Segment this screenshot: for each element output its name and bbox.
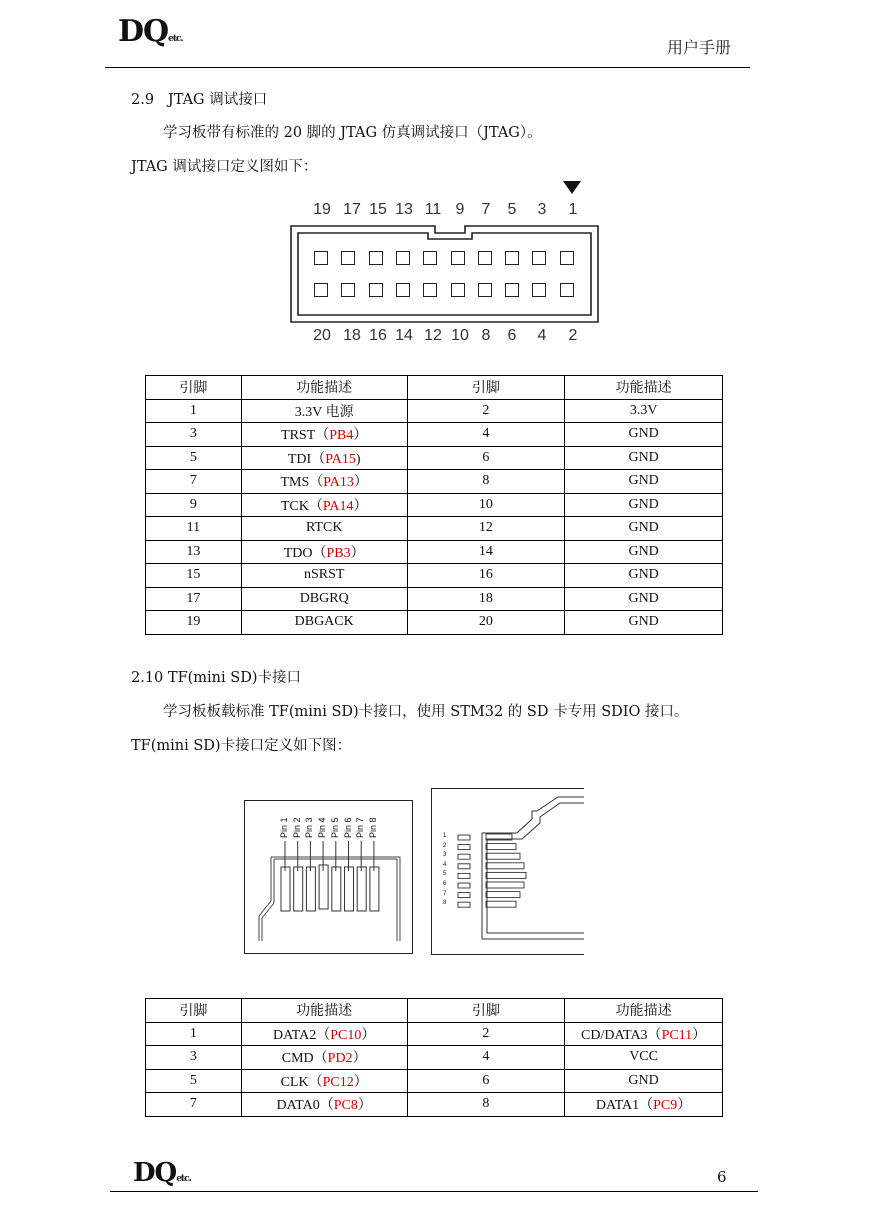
cell-text: DBGACK <box>294 614 354 630</box>
table-row <box>146 493 723 517</box>
tf-socket-contact <box>486 892 520 898</box>
cell-text: 14 <box>478 543 493 559</box>
cell-text: DATA0（ <box>276 1098 334 1114</box>
jtag-paragraph: 学习板带有标准的 20 脚的 JTAG 仿真调试接口（JTAG）。 <box>163 125 542 141</box>
table-cell <box>146 1046 242 1070</box>
cell-text: 3.3V 电源 <box>294 404 354 420</box>
table-cell <box>565 446 723 470</box>
cell-text-end: ） <box>361 1027 376 1043</box>
cell-text: 1 <box>189 1025 197 1041</box>
table-row <box>146 564 723 588</box>
cell-text-end: ） <box>353 475 368 491</box>
cell-text: CMD（ <box>281 1051 328 1067</box>
top-pin-number: 13 <box>395 201 413 218</box>
cell-text: DATA2（ <box>272 1027 331 1043</box>
tf-socket-pin-number: 4 <box>443 861 447 868</box>
pin-pad <box>560 251 574 265</box>
table-header-row <box>146 376 723 400</box>
tf-socket-contact <box>486 882 524 888</box>
bottom-pin-number: 14 <box>395 327 413 344</box>
table-cell <box>241 1069 407 1093</box>
cell-text-end: ） <box>352 1051 367 1067</box>
table-row <box>146 1022 723 1046</box>
table-cell <box>565 517 723 541</box>
tf-pin-label: Pin 1 <box>279 817 289 838</box>
table-cell <box>407 611 565 635</box>
table-cell <box>241 1022 407 1046</box>
pin-pad <box>451 283 465 297</box>
cell-text: TCK（ <box>280 498 323 514</box>
table-cell <box>241 423 407 447</box>
table-cell <box>407 1093 565 1117</box>
cell-text-end: ） <box>353 428 368 444</box>
cell-text: GND <box>628 590 659 606</box>
bottom-pin-number: 16 <box>369 327 387 344</box>
cell-text: 4 <box>482 1049 490 1065</box>
cell-text-end: ） <box>677 1098 692 1114</box>
table-cell <box>565 1022 723 1046</box>
tf-card-outline <box>245 801 412 953</box>
tf-contact-pad <box>281 867 290 911</box>
tf-socket-pin-number: 1 <box>443 833 447 839</box>
top-pin-number: 17 <box>343 201 361 218</box>
table-cell <box>241 399 407 423</box>
cell-text-end: ） <box>353 1074 368 1090</box>
pin-pad <box>396 283 410 297</box>
table-cell <box>565 1046 723 1070</box>
table-cell <box>565 1069 723 1093</box>
table-row <box>146 423 723 447</box>
table-cell <box>146 423 242 447</box>
cell-text: GND <box>628 449 659 465</box>
cell-text-end: ） <box>350 545 365 561</box>
cell-text: CD/DATA3（ <box>581 1027 662 1043</box>
header-logo-main: DQ <box>118 14 169 49</box>
port-label: PC11 <box>661 1027 693 1043</box>
bottom-pin-number: 20 <box>313 327 331 344</box>
tf-socket-outline <box>432 789 584 954</box>
table-row <box>146 1093 723 1117</box>
cell-text: 11 <box>186 520 201 536</box>
table-cell <box>146 587 242 611</box>
table-cell <box>407 1069 565 1093</box>
cell-text: nSRST <box>303 567 345 583</box>
bottom-pin-number: 12 <box>424 327 442 344</box>
cell-text-end: ) <box>355 451 361 467</box>
top-pin-number: 7 <box>481 201 491 218</box>
cell-text: DBGRQ <box>299 590 349 606</box>
table-cell <box>565 423 723 447</box>
table-row <box>146 1069 723 1093</box>
cell-text: 13 <box>186 543 201 559</box>
tf-socket-pad <box>458 893 470 898</box>
bottom-pin-number: 2 <box>568 327 578 344</box>
table-cell <box>407 423 565 447</box>
table-cell <box>146 399 242 423</box>
table-cell <box>407 399 565 423</box>
tf-contact-pad <box>294 867 303 911</box>
table-row <box>146 611 723 635</box>
cell-text: 8 <box>482 1096 490 1112</box>
cell-text: GND <box>628 426 659 442</box>
pin-pad <box>532 251 546 265</box>
top-pin-number: 3 <box>537 201 547 218</box>
top-pin-number: 1 <box>568 201 578 218</box>
port-label: PA14 <box>322 498 354 514</box>
table-row <box>146 399 723 423</box>
cell-text: 5 <box>189 1072 197 1088</box>
cell-text: 15 <box>186 567 201 583</box>
port-label: PC12 <box>322 1074 354 1090</box>
pin-pad <box>532 283 546 297</box>
table-row <box>146 470 723 494</box>
cell-text: 18 <box>478 590 493 606</box>
table-cell <box>407 587 565 611</box>
header-cell: 引脚 <box>146 999 242 1023</box>
table-cell <box>565 587 723 611</box>
tf-card-pin-diagram <box>244 800 413 954</box>
tf-pin-label: Pin 2 <box>291 817 302 838</box>
cell-text: GND <box>628 1072 659 1088</box>
header-cell: 功能描述 <box>565 376 723 400</box>
top-pin-number: 19 <box>313 201 331 218</box>
footer-logo <box>133 1158 191 1188</box>
footer-logo-suffix: etc. <box>176 1174 191 1184</box>
table-cell <box>146 517 242 541</box>
pin-pad <box>396 251 410 265</box>
table-row <box>146 517 723 541</box>
bottom-pin-number: 18 <box>343 327 361 344</box>
table-cell <box>146 540 242 564</box>
port-label: PA13 <box>323 475 354 491</box>
tf-pin-label: Pin 8 <box>367 817 378 838</box>
table-cell <box>407 1022 565 1046</box>
top-pin-number: 9 <box>455 201 465 218</box>
tf-socket-contact <box>486 901 516 907</box>
cell-text: VCC <box>629 1049 658 1065</box>
header-logo-suffix: etc. <box>168 34 183 44</box>
table-row <box>146 446 723 470</box>
table-cell <box>146 493 242 517</box>
table-cell <box>407 517 565 541</box>
tf-socket-contact <box>486 853 520 859</box>
table-cell <box>565 470 723 494</box>
cell-text: 3.3V <box>629 402 658 418</box>
cell-text: 16 <box>478 567 493 583</box>
table-row <box>146 587 723 611</box>
table-cell <box>407 1046 565 1070</box>
table-cell <box>146 1093 242 1117</box>
footer-rule <box>110 1191 758 1192</box>
cell-text: GND <box>628 473 659 489</box>
jtag-connector-diagram <box>280 175 610 355</box>
tf-contact-pad <box>370 867 379 911</box>
cell-text: 3 <box>189 1049 197 1065</box>
tf-socket-pad <box>458 864 470 869</box>
tf-socket-pin-number: 7 <box>443 890 447 897</box>
cell-text: 2 <box>482 402 490 418</box>
port-label: PD2 <box>327 1051 353 1067</box>
top-pin-number: 5 <box>507 201 517 218</box>
port-label: PC9 <box>653 1098 678 1114</box>
table-cell <box>407 564 565 588</box>
tf-socket-pad <box>458 883 470 888</box>
tf-socket-pad <box>458 873 470 878</box>
pin-pad <box>341 283 355 297</box>
cell-text: 19 <box>186 614 201 630</box>
cell-text: RTCK <box>305 520 343 536</box>
tf-socket-pin-number: 5 <box>443 871 447 878</box>
table-cell <box>146 564 242 588</box>
tf-heading: 2.10 TF(mini SD)卡接口 <box>131 670 301 686</box>
tf-contact-pad <box>345 867 354 911</box>
tf-socket-diagram <box>431 788 584 955</box>
tf-pin-label: Pin 6 <box>342 817 353 838</box>
footer-logo-main: DQ <box>133 1158 177 1188</box>
tf-pin-label: Pin 5 <box>329 817 340 838</box>
port-label: PB3 <box>326 545 351 561</box>
tf-pin-label: Pin 7 <box>355 817 366 838</box>
tf-paragraph: 学习板板载标准 TF(mini SD)卡接口，使用 STM32 的 SD 卡专用 SDIO 接口。 <box>163 704 689 720</box>
table-cell <box>241 470 407 494</box>
table-cell <box>565 611 723 635</box>
tf-socket-contact <box>486 872 526 878</box>
cell-text: TDI（ <box>287 451 326 467</box>
cell-text: 4 <box>482 426 490 442</box>
tf-socket-pad <box>458 845 470 850</box>
table-cell <box>565 399 723 423</box>
cell-text: 10 <box>478 496 493 512</box>
bottom-pin-number: 10 <box>451 327 469 344</box>
cell-text: 3 <box>189 426 197 442</box>
tf-pin-table <box>145 998 723 1117</box>
header-cell: 功能描述 <box>241 999 407 1023</box>
cell-text-end: ） <box>353 498 368 514</box>
table-cell <box>407 540 565 564</box>
pin-pad <box>314 283 328 297</box>
table-row <box>146 1046 723 1070</box>
cell-text: GND <box>628 614 659 630</box>
jtag-caption: JTAG 调试接口定义图如下： <box>131 159 318 175</box>
port-label: PB4 <box>329 428 354 444</box>
pin-pad <box>505 283 519 297</box>
table-cell <box>407 446 565 470</box>
header-cell: 引脚 <box>146 376 242 400</box>
header-rule <box>105 67 750 68</box>
cell-text: GND <box>628 496 659 512</box>
table-cell <box>565 540 723 564</box>
tf-contact-pad <box>357 867 366 911</box>
cell-text: TRST（ <box>281 428 330 444</box>
cell-text: 5 <box>189 449 197 465</box>
table-row <box>146 540 723 564</box>
port-label: PA15 <box>325 451 356 467</box>
cell-text: GND <box>628 543 659 559</box>
cell-text: 2 <box>482 1025 490 1041</box>
tf-socket-pin-number: 2 <box>443 842 447 849</box>
tf-pin-label: Pin 4 <box>317 817 328 838</box>
table-cell <box>565 564 723 588</box>
table-cell <box>146 446 242 470</box>
cell-text: DATA1（ <box>595 1098 654 1114</box>
table-cell <box>241 517 407 541</box>
pin-pad <box>423 283 437 297</box>
pin-pad <box>314 251 328 265</box>
pin-pad <box>505 251 519 265</box>
pin1-marker-icon <box>563 181 581 195</box>
pin-pad <box>478 251 492 265</box>
tf-socket-pad <box>458 835 470 840</box>
cell-text: CLK（ <box>280 1074 323 1090</box>
cell-text: 20 <box>478 614 493 630</box>
header-cell: 功能描述 <box>241 376 407 400</box>
pin-pad <box>341 251 355 265</box>
table-cell <box>241 493 407 517</box>
cell-text: 6 <box>482 449 490 465</box>
cell-text-end: ） <box>692 1027 707 1043</box>
table-cell <box>241 611 407 635</box>
cell-text: TDO（ <box>283 545 327 561</box>
manual-title: 用户手册 <box>667 38 732 57</box>
header-cell: 引脚 <box>407 376 565 400</box>
table-cell <box>407 493 565 517</box>
table-header-row <box>146 999 723 1023</box>
tf-socket-contact <box>486 844 516 850</box>
cell-text: 1 <box>189 402 197 418</box>
table-cell <box>565 1093 723 1117</box>
tf-socket-pad <box>458 854 470 859</box>
cell-text: 8 <box>482 473 490 489</box>
pin-pad <box>451 251 465 265</box>
table-cell <box>146 1069 242 1093</box>
cell-text: 9 <box>189 496 197 512</box>
jtag-heading: 2.9 JTAG 调试接口 <box>131 92 268 108</box>
table-cell <box>241 540 407 564</box>
table-cell <box>241 1046 407 1070</box>
table-cell <box>407 470 565 494</box>
table-cell <box>241 587 407 611</box>
header-cell: 引脚 <box>407 999 565 1023</box>
top-pin-number: 15 <box>369 201 387 218</box>
tf-socket-pin-number: 3 <box>443 852 447 859</box>
top-pin-number: 11 <box>424 201 442 218</box>
tf-pin-label: Pin 3 <box>304 817 315 838</box>
table-cell <box>241 1093 407 1117</box>
cell-text: GND <box>628 520 659 536</box>
header-cell: 功能描述 <box>565 999 723 1023</box>
jtag-pin-table <box>145 375 723 635</box>
cell-text: TMS（ <box>280 475 324 491</box>
tf-contact-pad <box>332 867 341 911</box>
header-logo <box>118 14 183 49</box>
pin-pad <box>478 283 492 297</box>
bottom-pin-number: 4 <box>537 327 547 344</box>
jtag-connector-outline <box>290 225 600 325</box>
tf-socket-pin-number: 6 <box>443 881 447 887</box>
pin-pad <box>560 283 574 297</box>
pin-pad <box>369 283 383 297</box>
tf-contact-pad <box>319 865 328 909</box>
cell-text: 6 <box>482 1072 490 1088</box>
bottom-pin-number: 8 <box>481 327 491 344</box>
bottom-pin-number: 6 <box>507 327 517 344</box>
pin-pad <box>423 251 437 265</box>
table-cell <box>146 470 242 494</box>
cell-text: 12 <box>478 520 493 536</box>
table-cell <box>565 493 723 517</box>
page-number: 6 <box>717 1168 727 1186</box>
tf-socket-contact <box>486 863 524 869</box>
table-cell <box>241 446 407 470</box>
tf-caption: TF(mini SD)卡接口定义如下图： <box>131 738 352 754</box>
cell-text-end: ） <box>357 1098 372 1114</box>
tf-socket-pad <box>458 902 470 907</box>
pin-pad <box>369 251 383 265</box>
cell-text: GND <box>628 567 659 583</box>
port-label: PC8 <box>333 1098 358 1114</box>
table-cell <box>146 611 242 635</box>
table-cell <box>146 1022 242 1046</box>
table-cell <box>241 564 407 588</box>
tf-socket-pin-number: 8 <box>443 900 447 907</box>
cell-text: 17 <box>186 590 201 606</box>
tf-contact-pad <box>306 867 315 911</box>
port-label: PC10 <box>330 1027 362 1043</box>
cell-text: 7 <box>189 473 197 489</box>
cell-text: 7 <box>189 1096 197 1112</box>
